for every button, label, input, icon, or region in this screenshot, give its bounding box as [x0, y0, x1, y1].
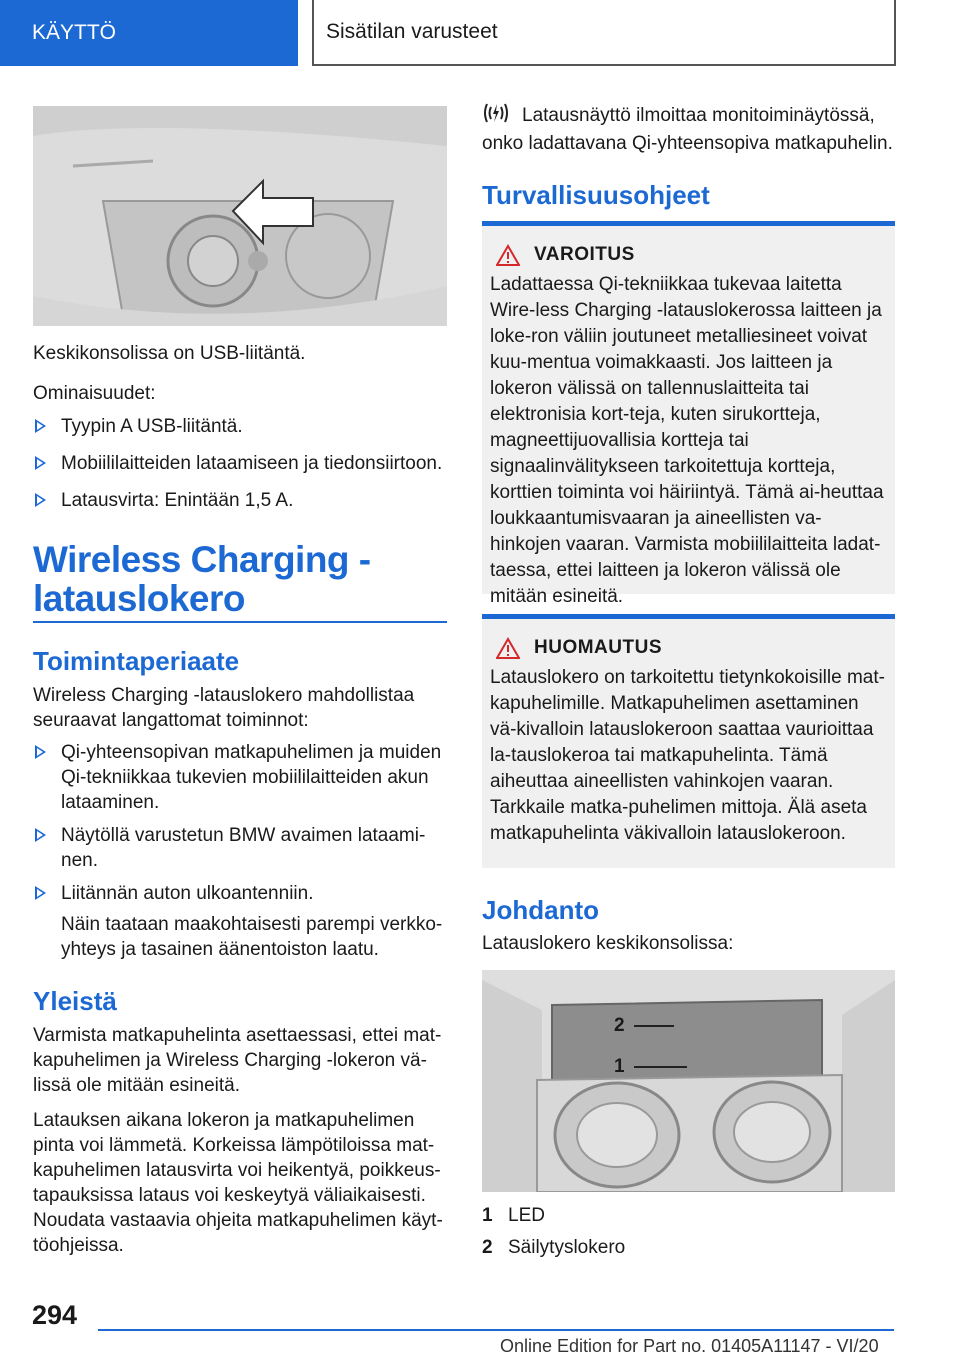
safety-heading: Turvallisuusohjeet [482, 180, 710, 210]
main-heading-line2: latauslokero [33, 578, 245, 619]
photo-caption: Keskikonsolissa on USB-liitäntä. [33, 343, 306, 364]
triangle-bullet-icon [35, 828, 46, 842]
warning-text: Ladattaessa Qi-tekniikkaa tukevaa laitetta Wire-less Charging -latauslokerossa laitteen ja loke-ron väliin joutuneet metalliesineet voivat kuu-mentua voimakkaasti. Jos laitteen ja lokeron välissä on tallennuslaitteita tai elektronisia kort-teja, kuten sirukortteja, magneettijuovallisia kortteja tai signaalinvälitykseen tarkoitettuja kortteja, korttien toiminta voi häiriintyä. Tämä ai-heuttaa loukkaantumisvaaran ja aineellisten va-hinkojen vaaran. Varmista mobiililaitteita ladat-taessa, ettei laitteen ja lokeron välissä ole mitään esineitä. [490, 274, 884, 607]
page-number: 294 [32, 1300, 78, 1330]
section-title: Sisätilan varusteet [312, 0, 896, 66]
notice-title-row [490, 637, 887, 659]
features-label: Ominaisuudet: [33, 383, 156, 404]
warning-title-row [490, 244, 887, 266]
legend-num: 2 [482, 1237, 493, 1258]
general-paragraph-1: Varmista matkapuhelinta asettaessasi, ettei mat-kapuhelimen ja Wireless Charging -lokeron vä-lissä ole mitään esineitä. [33, 1025, 442, 1096]
legend-item-1 [482, 1205, 545, 1227]
legend-label: Säilytyslokero [508, 1237, 626, 1258]
triangle-bullet-icon [35, 456, 46, 470]
caution-triangle-icon [496, 637, 520, 659]
callout-1: 1 [614, 1056, 625, 1077]
warning-title: VAROITUS [534, 244, 635, 265]
chapter-tab: KÄYTTÖ [0, 0, 298, 66]
heading-rule [33, 621, 447, 623]
edition-footer: Online Edition for Part no. 01405A11147 - VI/20 [500, 1336, 879, 1356]
footer-rule [98, 1329, 894, 1331]
general-paragraph-2: Latauksen aikana lokeron ja matkapuhelimen pinta voi lämmetä. Korkeissa lämpötiloissa mat-kapuhelimen latausvirta voi heikentyä, poikkeus-tapauksissa lataus voi keskeytyä väliaikaisesti. Noudata vastaavia ohjeita matkapuhelimen käyt-töohjeissa. [33, 1110, 443, 1256]
legend-label: LED [508, 1205, 545, 1226]
charging-tray-photo [482, 970, 895, 1192]
legend-item-2 [482, 1237, 625, 1259]
charge-display-text-2: onko ladattavana Qi-yhteensopiva matkapuhelin. [482, 133, 893, 154]
list-item: Mobiililaitteiden lataamiseen ja tiedonsiirtoon. [33, 451, 453, 476]
legend-num: 1 [482, 1205, 493, 1226]
triangle-bullet-icon [35, 419, 46, 433]
triangle-bullet-icon [35, 886, 46, 900]
callout-2: 2 [614, 1015, 625, 1036]
list-item: Qi-yhteensopivan matkapuhelimen ja muiden Qi-tekniikkaa tukevien mobiililaitteiden akun lataaminen. [33, 740, 453, 815]
usb-port-photo [33, 106, 447, 326]
triangle-bullet-icon [35, 493, 46, 507]
principle-intro: Wireless Charging -latauslokero mahdollistaa seuraavat langattomat toiminnot: [33, 685, 415, 731]
intro-text: Latauslokero keskikonsolissa: [482, 933, 734, 954]
general-heading: Yleistä [33, 986, 117, 1016]
principle-note: Näin taataan maakohtaisesti parempi verkko-yhteys ja tasainen äänentoiston laatu. [61, 914, 443, 960]
charge-display-text-1: Latausnäyttö ilmoittaa monitoiminäytössä, [522, 105, 875, 126]
list-item: Tyypin A USB-liitäntä. [33, 414, 453, 439]
principle-heading: Toimintaperiaate [33, 646, 240, 676]
principle-list [33, 740, 453, 910]
intro-heading: Johdanto [482, 895, 599, 925]
list-item: Näytöllä varustetun BMW avaimen lataami-nen. [33, 823, 453, 873]
list-item: Latausvirta: Enintään 1,5 A. [33, 488, 453, 513]
list-item: Liitännän auton ulkoantenniin. [33, 881, 453, 906]
triangle-bullet-icon [35, 745, 46, 759]
main-heading-line1: Wireless Charging - [33, 539, 371, 580]
warning-triangle-icon [496, 244, 520, 266]
wireless-charging-icon [482, 100, 510, 126]
notice-title: HUOMAUTUS [534, 637, 662, 658]
notice-text: Latauslokero on tarkoitettu tietynkokoisille mat-kapuhelimille. Matkapuhelimen asettaminen vä-kivalloin latauslokeroon saattaa vaurioittaa la-tauslokeroa tai matkapuhelinta. Tämä aiheuttaa aineellisten vahinkojen vaaran. Tarkkaile matka-puhelimen mittoja. Älä aseta matkapuhelinta väkivalloin latauslokeroon. [490, 667, 885, 844]
warning-box [482, 221, 895, 607]
notice-box [482, 614, 895, 868]
features-list [33, 414, 453, 521]
